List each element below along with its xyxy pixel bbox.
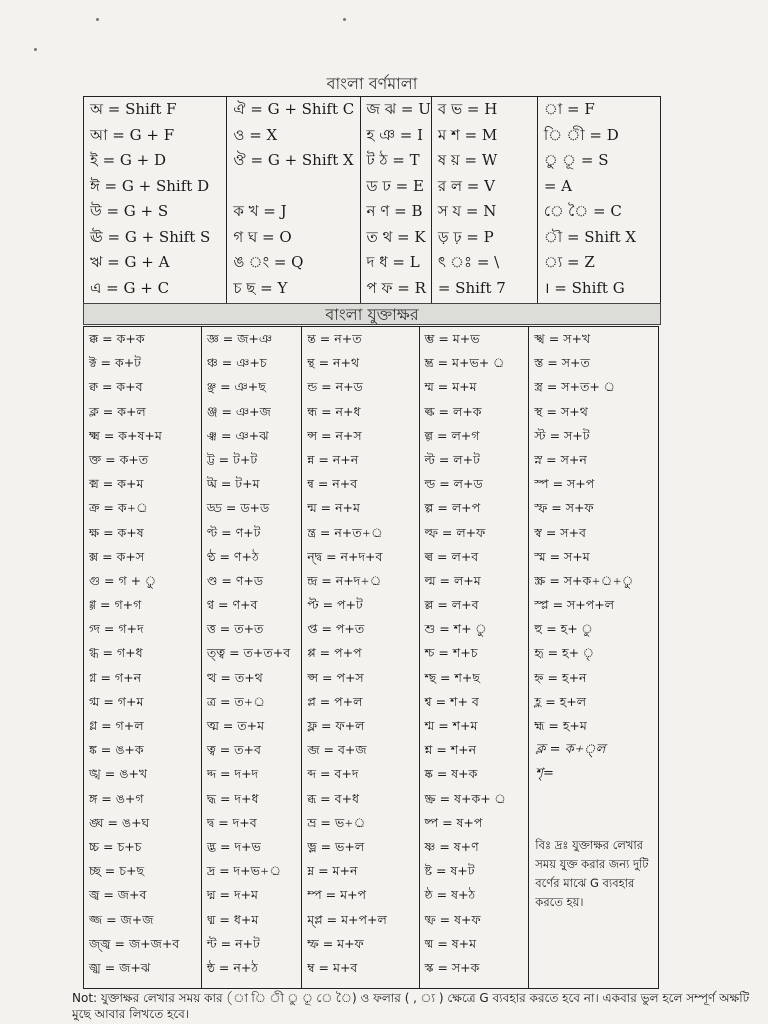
conjunct-column: [202, 327, 301, 980]
conjunct-entry: ত্থ = ত+থ: [206, 669, 263, 685]
conjunct-entry: স্ট = স+ট: [534, 427, 590, 443]
conjunct-entry: ক্ট = ক+ট: [89, 355, 141, 371]
conjunct-entry: ঞ্ঝ = ঞ+ঝ: [206, 427, 269, 443]
key-mapping: ব ভ = H: [437, 100, 498, 118]
key-mapping: ঐ = G + Shift C: [233, 100, 355, 118]
conjunct-entry: স্প = স+প: [534, 476, 595, 492]
conjunct-entry: হু = হ+ ু: [534, 621, 593, 637]
conjunct-entry: ফ্ল = ফ+ল: [307, 718, 365, 733]
conjunct-entry: শ্ছ = শ+ছ: [424, 669, 480, 685]
conjunct-entry: ষ্ক্র = ষ+ক+ ্র: [424, 790, 506, 806]
conjunct-entry: ন্ট = ন+ট: [206, 935, 260, 951]
conjunct-entry: দ্ভ = দ+ভ: [206, 838, 261, 854]
conjunct-entry: হ্ন = হ+ন: [534, 669, 587, 685]
key-mapping: দ ধ = L: [366, 253, 420, 271]
conjunct-entry: স্ক = স+ক: [424, 959, 480, 975]
key-mapping: ষ য় = W: [437, 151, 498, 169]
conjunct-entry: ম্ব = ম+ব: [307, 959, 358, 975]
key-column: [432, 97, 537, 301]
key-mapping: গ ঘ = O: [233, 227, 292, 246]
conjunct-entry: ণ্ট = ণ+ট: [206, 524, 261, 540]
conjunct-entry: প্প = প+প: [307, 645, 362, 661]
alphabet-title: বাংলা বর্ণমালা: [326, 74, 418, 93]
conjunct-entry: ম্ফ = ম+ফ: [307, 935, 364, 951]
conjunct-entry: জ্জ্ব = জ+জ+ব: [89, 935, 180, 951]
key-mapping: প ফ = R: [366, 278, 426, 297]
conjunct-entry: ম্ভ্র = ম+ভ+ ্র: [424, 355, 505, 371]
conjunct-entry: ব্ধ = ব+ধ: [307, 790, 360, 806]
conjunct-entry: ম্প্ল = ম+প+ল: [307, 911, 387, 927]
key-column: [227, 97, 359, 301]
conjunct-entry: স্ক্র = স+ক+্র+ু: [534, 572, 634, 588]
conjunct-entry: ক্ষ্ম = ক+ষ+ম: [89, 427, 162, 443]
key-mapping: ম শ = M: [437, 125, 498, 144]
key-mapping: ৗ = Shift X: [543, 227, 637, 246]
conjunct-entry: স্ন = স+ন: [534, 451, 587, 467]
conjunct-entry: প্ত = প+ত: [307, 621, 365, 637]
conjunct-entry: গু = গ + ু: [89, 572, 157, 588]
conjunct-entry: ন্ধ = ন+ধ: [307, 403, 361, 419]
conjunct-entry: ঙ্ক = ঙ+ক: [89, 742, 144, 758]
conjunct-entry: দ্ম = দ+ম: [206, 887, 258, 903]
key-mapping: ত থ = K: [366, 227, 426, 246]
conjunct-entry: ড্ড = ড+ড: [206, 500, 270, 516]
conjunct-entry: ল্ল = ল+ব: [424, 597, 479, 613]
key-mapping: ে ৈ = C: [543, 202, 622, 220]
conjunct-entry: ক্ষ = ক+ষ: [89, 524, 144, 540]
key-mapping: জ ঝ = U: [366, 100, 431, 118]
conjunct-entry: ণ্ড = ণ+ড: [206, 572, 264, 588]
conjunct-entry: ত্ব = ত+ব: [206, 742, 261, 758]
conjunct-entry: জ্ব = জ+ব: [89, 887, 147, 903]
conjunct-entry: ষ্ঠ = ষ+ঠ: [424, 887, 476, 903]
conjunct-entry: জ্জ = জ+জ: [89, 911, 154, 927]
conjunct-entry: ল্গ = ল+গ: [424, 427, 480, 443]
key-column: [538, 97, 660, 301]
conjunct-entry: প্ল = প+ল: [307, 693, 363, 709]
key-mapping: া = F: [543, 100, 595, 118]
conjunct-entry: ক্ব = ক+ব: [89, 379, 143, 395]
key-mapping: ঙ ং = Q: [233, 253, 304, 271]
key-mapping: ট ঠ = T: [366, 151, 420, 169]
conjunct-entry: ধ্ম = ধ+ম: [206, 911, 259, 927]
conjunct-entry: ল্প = ল+প: [424, 500, 481, 516]
conjunct-entry: হ্ম = হ+ম: [534, 718, 587, 733]
conjunct-entry: ক্স = ক+স: [89, 548, 145, 564]
conjunct-entry: ঞ্জ = ঞ+জ: [206, 403, 271, 419]
conjunct-entry: ন্ড = ন+ড: [307, 379, 363, 395]
conjunct-entry: গ্ম = গ+ম: [89, 693, 144, 709]
conjunct-entry: ম্ম = ম+ম: [424, 379, 477, 395]
conjunct-entry: ভ্র = ভ+্র: [307, 814, 366, 830]
key-mapping: = A: [543, 176, 573, 195]
conjunct-column: [84, 327, 201, 980]
conjunct-entry: ক্ক = ক+ক: [89, 331, 145, 346]
conjunct-entry: ক্ল = ক+ল: [89, 403, 146, 419]
key-mapping: ড় ঢ় = P: [437, 227, 494, 246]
conjunct-entry: স্খ = স+খ: [534, 331, 591, 346]
conjunct-entry: শ্চ = শ+চ: [424, 645, 478, 661]
conjunct-entry: ম্ভ = ম+ভ: [424, 331, 480, 346]
conjunct-entry: ষ্ট = ষ+ট: [424, 863, 475, 879]
conjunct-entry: স্ব = স+ব: [534, 524, 586, 540]
conjunct-entry: স্প্ল = স+প+ল: [534, 597, 615, 613]
conjunct-entry: ভ্ল = ভ+ল: [307, 838, 365, 854]
conjunct-entry: ক্র = ক+্র: [89, 500, 148, 516]
conjunct-entry: গ্ধ = গ+ধ: [89, 645, 143, 661]
conjunct-entry: ত্ত = ত+ত: [206, 621, 264, 637]
handwritten-note: শৃ=: [535, 766, 554, 782]
key-mapping: উ = G + S: [90, 202, 169, 220]
conjunct-entry: ল্ট = ল+ট: [424, 451, 480, 467]
conjunct-entry: স্থ = স+থ: [534, 403, 588, 419]
conjunct-entry: দ্র = দ+ভ+্র: [206, 863, 282, 879]
speck: [34, 48, 37, 51]
conjunct-entry: ত্ম = ত+ম: [206, 718, 265, 733]
key-mapping: ু ূ = S: [543, 151, 609, 169]
speck: [343, 18, 346, 21]
conjunct-entry: চ্ছ = চ+ছ: [89, 863, 145, 879]
conjunct-entry: ঙ্খ = ঙ+খ: [89, 766, 148, 782]
key-mapping: স য = N: [437, 202, 497, 220]
key-mapping: হ ঞ = I: [366, 125, 424, 144]
conjunct-entry: ন্ন = ন+ন: [307, 451, 359, 467]
conjunct-entry: গ্দ = গ+দ: [89, 621, 144, 637]
key-mapping: ঋ = G + A: [90, 253, 170, 271]
conjunct-entry: জ্ঞ = জ+ঞ: [206, 331, 273, 346]
conjunct-entry: ঙ্গ = ঙ+গ: [89, 790, 144, 806]
conjunct-entry: ণ্ব = ণ+ব: [206, 597, 258, 613]
key-mapping: এ = G + C: [90, 278, 170, 297]
conjunct-entry: স্ত্র = স+ত+ ্র: [534, 379, 616, 395]
footer-note: Not: যুক্তাক্ষর লেখার সময় কার (া ি ী ু ূ ে ৈ) ও ফলার ( , ্য ) ক্ষেত্রে G ব্যবহার করতে হবে না। একবার ভুল হলে সম্পূর্ণ অক্ষটি মুছে আবার লিখতে হবে।: [72, 991, 750, 1021]
conjunct-entry: স্ম = স+ম: [534, 548, 590, 564]
conjunct-column: [420, 327, 529, 980]
conjunct-entry: ন্ত = ন+ত: [307, 331, 362, 346]
conjunct-entry: ন্স = ন+স: [307, 427, 362, 443]
conjunct-entry: ট্ট = ট+ট: [206, 451, 258, 467]
conjunct-column: [302, 327, 418, 980]
conjunct-entry: ঞ্চ = ঞ+চ: [206, 355, 267, 371]
conjunct-entry: ণ্ঠ = ণ+ঠ: [206, 548, 259, 564]
conjunct-entry: ব্জ = ব+জ: [307, 742, 367, 758]
conjunct-entry: ষ্ক = ষ+ক: [424, 766, 478, 782]
key-mapping: ন ণ = B: [366, 202, 423, 220]
conjunct-entry: শ্ন = শ+ন: [424, 742, 477, 758]
key-mapping: [227, 174, 359, 200]
speck: [96, 18, 99, 21]
conjunct-entry: গ্গ = গ+গ: [89, 597, 142, 613]
conjunct-entry: ন্ত্র = ন+ত+্র: [307, 524, 383, 540]
key-mapping: ই = G + D: [90, 151, 167, 169]
conjunct-entry: দ্ধ = দ+ধ: [206, 790, 259, 806]
conjunct-entry: ন্দ্ব = ন+দ+ব: [307, 548, 383, 564]
conjunct-entry: ট্ম = ট+ম: [206, 476, 260, 492]
conjunct-entry: ল্ড = ল+ড: [424, 476, 483, 492]
key-mapping: ি ী = D: [543, 125, 619, 144]
conjunct-entry: দ্ব = দ+ব: [206, 814, 257, 830]
conjunct-entry: চ্চ = চ+চ: [89, 838, 142, 854]
conjunct-entry: ম্ন = ম+ন: [307, 863, 358, 879]
conjunct-entry: ষ্ফ = ষ+ফ: [424, 911, 481, 927]
conjunct-entry: স্ত = স+ত: [534, 355, 590, 371]
conjunct-entry: ক্ম = ক+ম: [89, 476, 144, 492]
conjunct-column: [529, 327, 658, 738]
conjunct-table: [83, 326, 659, 989]
conjunct-entry: ন্থ = ন+থ: [307, 355, 360, 371]
conjunct-entry: ন্ম = ন+ম: [307, 500, 360, 516]
key-mapping: = Shift 7: [437, 278, 506, 297]
key-mapping: ঔ = G + Shift X: [233, 151, 354, 169]
conjunct-entry: শু = শ+ ু: [424, 621, 487, 637]
key-mapping: ্য = Z: [543, 253, 595, 271]
key-mapping: র ল = V: [437, 176, 495, 195]
conjunct-entry: গ্ল = গ+ল: [89, 718, 144, 733]
conjunct-entry: হৃ = হ+ ৃ: [534, 645, 595, 661]
conjunct-entry: ম্প = ম+প: [307, 887, 367, 903]
handwritten-note: ক্ল = ক+্ল: [535, 742, 606, 758]
conjunct-entry: জ্ঝ = জ+ঝ: [89, 959, 151, 975]
conjunct-entry: ন্ঠ = ন+ঠ: [206, 959, 258, 975]
conjunct-entry: ল্ফ = ল+ফ: [424, 524, 486, 540]
conjunct-entry: ত্র = ত+্র: [206, 693, 265, 709]
key-mapping: আ = G + F: [90, 125, 175, 144]
conjunct-entry: ল্ম = ল+ম: [424, 572, 481, 588]
key-mapping: অ = Shift F: [90, 100, 177, 118]
key-mapping: চ ছ = Y: [233, 278, 288, 297]
conjuncts-title: বাংলা যুক্তাক্ষর: [83, 303, 661, 325]
conjunct-entry: ঞ্ছ = ঞ+ছ: [206, 379, 266, 395]
key-column: [361, 97, 431, 301]
conjunct-entry: গ্ন = গ+ন: [89, 669, 142, 685]
conjunct-entry: ক্ত = ক+ত: [89, 451, 149, 467]
conjunct-entry: ল্ব = ল+ব: [424, 548, 479, 564]
conjunct-entry: ব্দ = ব+দ: [307, 766, 359, 782]
conjunct-entry: শ্ম = শ+ম: [424, 718, 478, 733]
conjunct-entry: ত্ত্ব = ত+ত+ব: [206, 645, 291, 661]
conjunct-entry: শ্ব = শ+ ব: [424, 693, 479, 709]
conjunct-entry: হ্ল = হ+ল: [534, 693, 587, 709]
conjunct-entry: প্স = প+স: [307, 669, 364, 685]
key-mapping: ড ঢ = E: [366, 176, 424, 195]
keyboard-map-table: [83, 96, 661, 304]
conjunct-entry: স্ফ = স+ফ: [534, 500, 594, 516]
conjunct-entry: ষ্প = ষ+প: [424, 814, 483, 830]
key-mapping: ও = X: [233, 125, 278, 144]
key-mapping: ঊ = G + Shift S: [90, 227, 211, 246]
key-mapping: ক খ = J: [233, 202, 287, 220]
conjunct-entry: ঙ্ঘ = ঙ+ঘ: [89, 814, 150, 830]
key-mapping: ৎ ঃ = \: [437, 253, 500, 271]
conjunct-entry: ন্ব = ন+ব: [307, 476, 358, 492]
note-box: বিঃ দ্রঃ যুক্তাক্ষর লেখার সময় যুক্ত করার জন্য দুটি বর্ণের মাঝে G ব্যবহার করতে হয়।: [535, 838, 649, 910]
conjunct-entry: ষ্ম = ষ+ম: [424, 935, 477, 951]
conjunct-entry: দ্দ = দ+দ: [206, 766, 259, 782]
key-mapping: । = Shift G: [543, 278, 625, 297]
conjunct-entry: ন্দ্র = ন+দ+্র: [307, 572, 382, 588]
key-column: [84, 97, 226, 301]
conjunct-entry: ষ্ণ = ষ+ণ: [424, 838, 479, 854]
key-mapping: ঈ = G + Shift D: [90, 176, 210, 195]
conjunct-entry: প্ট = প+ট: [307, 597, 363, 613]
conjunct-entry: ল্ক = ল+ক: [424, 403, 482, 419]
